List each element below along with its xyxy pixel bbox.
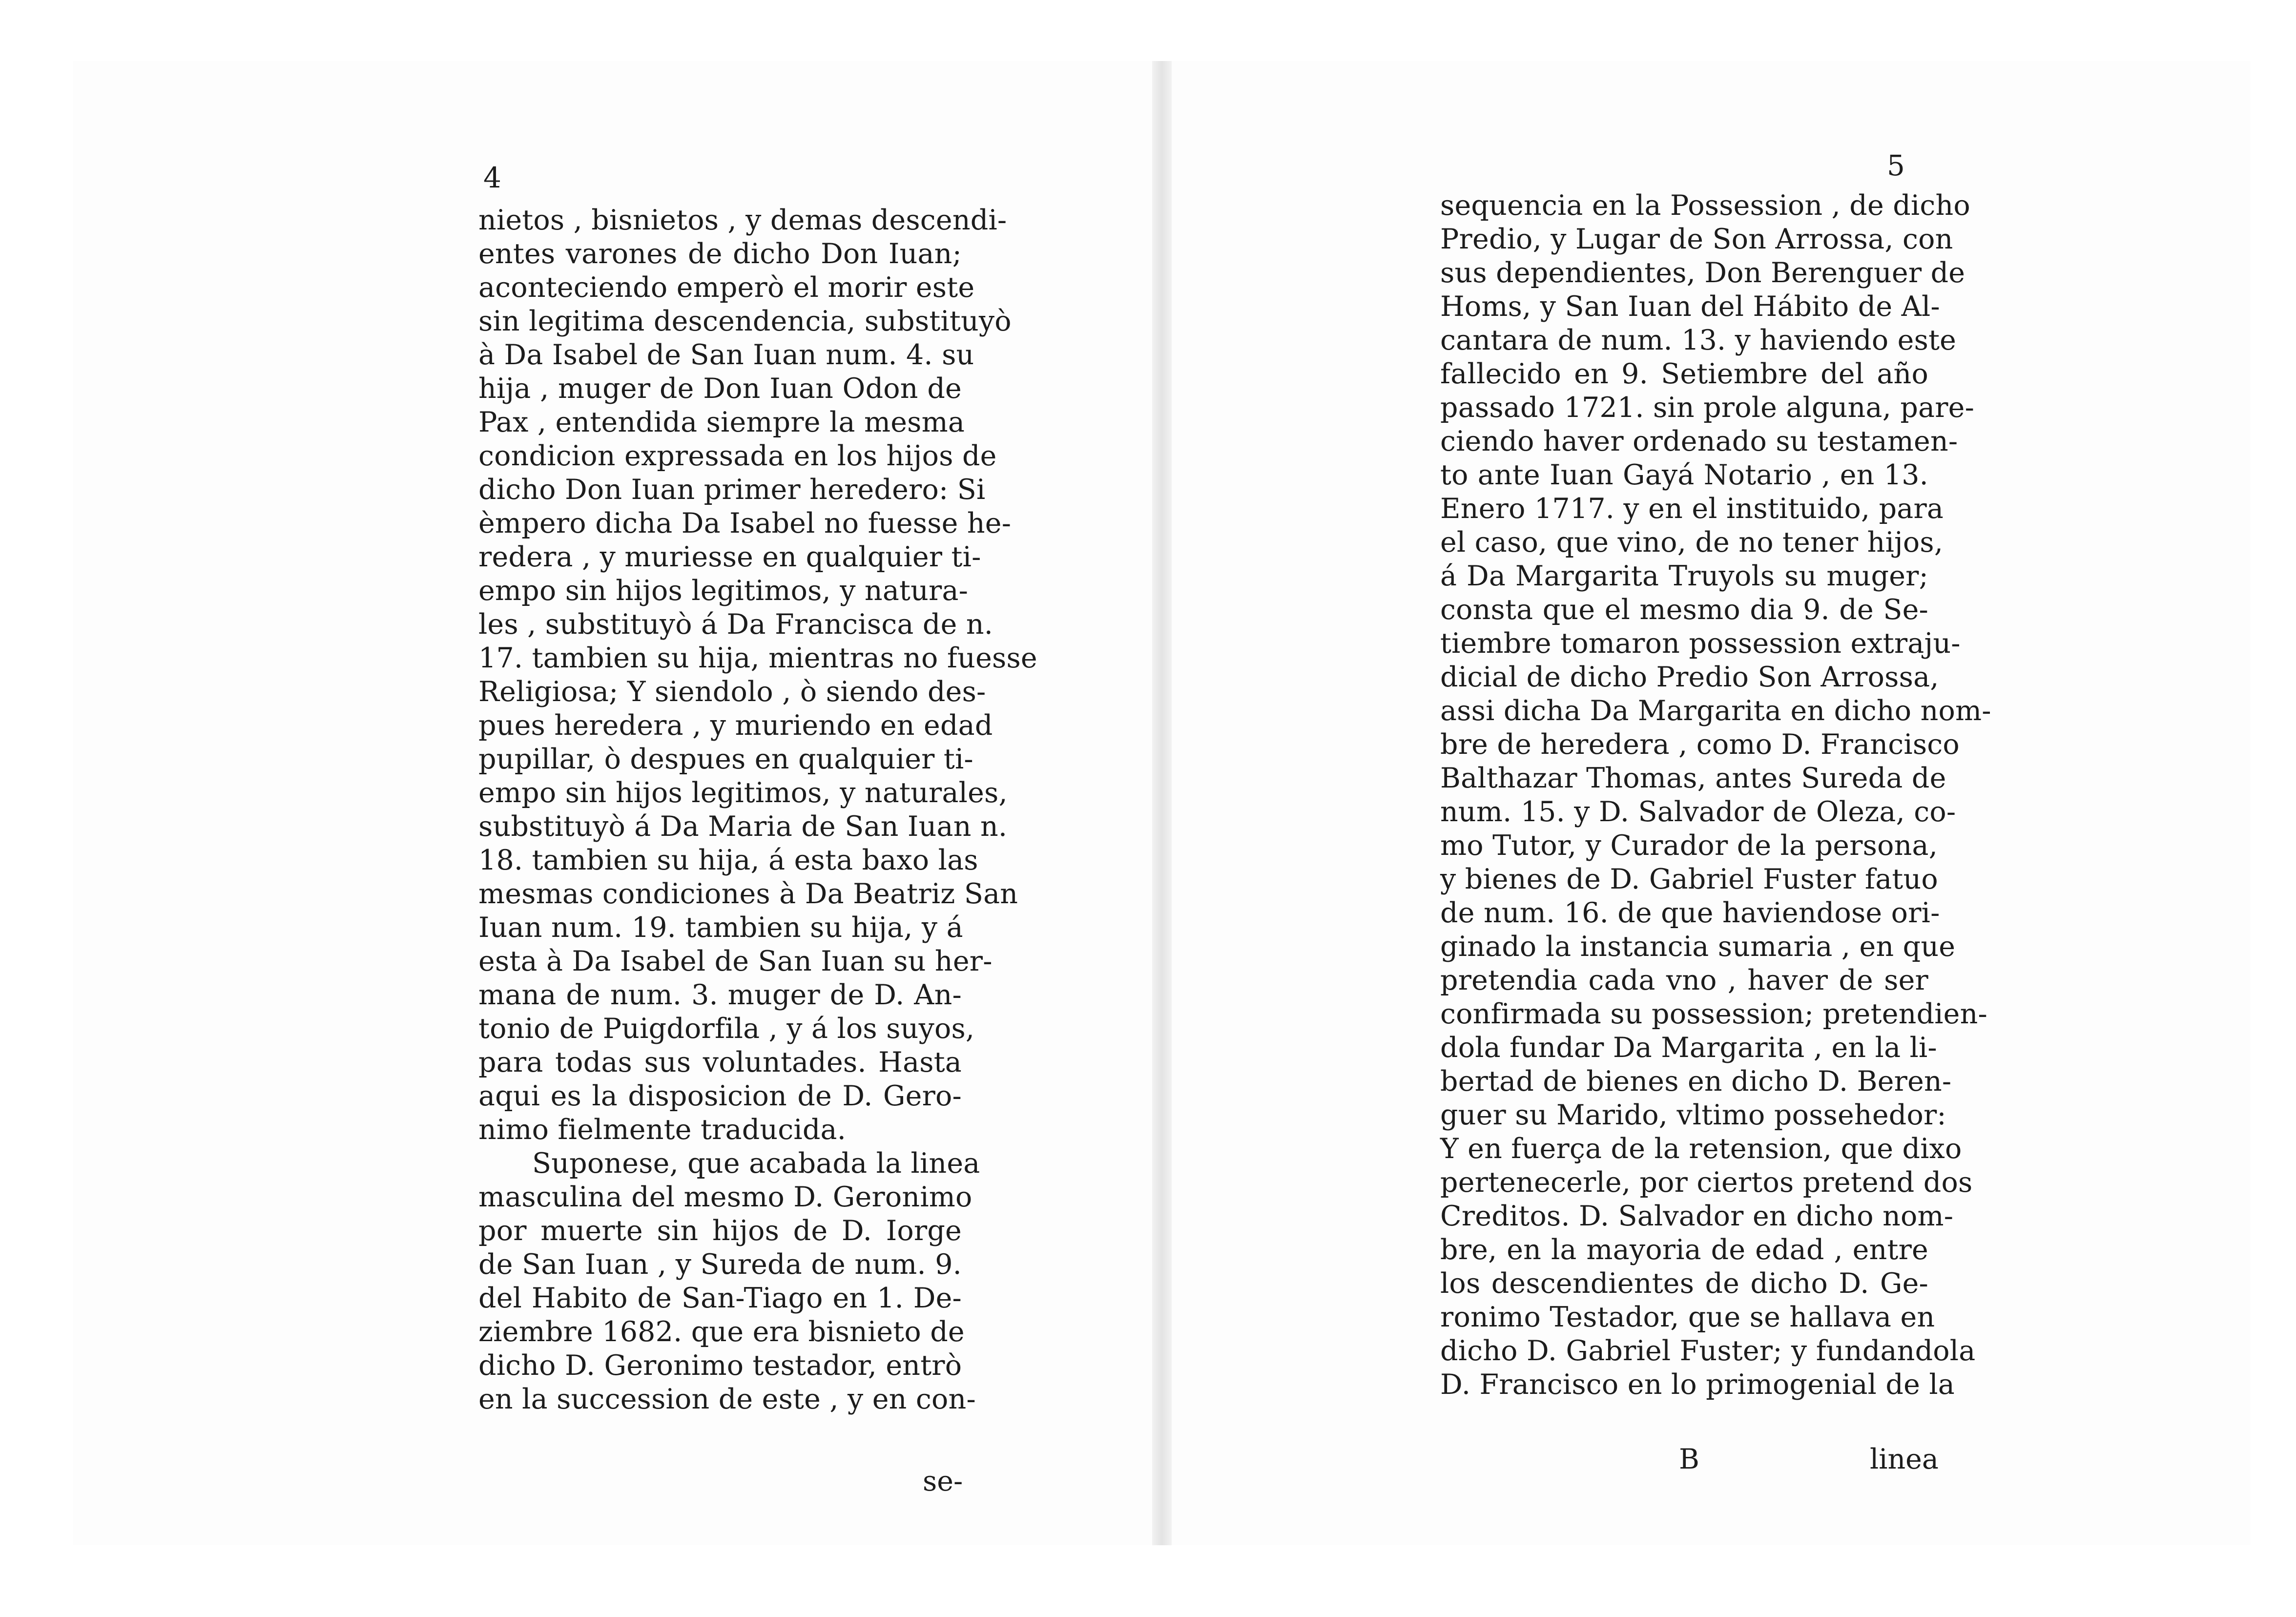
text-line: Iuan num. 19. tambien su hija, y á: [478, 912, 963, 944]
text-line: Pax , entendida siempre la mesma: [478, 406, 965, 438]
catchword: linea: [1870, 1443, 1939, 1475]
text-line: les , substituyò á Da Francisca de n.: [478, 608, 993, 641]
text-line: pupillar, ò despues en qualquier ti-: [478, 743, 973, 775]
text-line: del Habito de San-Tiago en 1. De-: [478, 1282, 962, 1314]
text-line: el caso, que vino, de no tener hijos,: [1440, 526, 1944, 559]
text-line: fallecido en 9. Setiembre del año: [1440, 358, 1928, 390]
text-line: to ante Iuan Gayá Notario , en 13.: [1440, 459, 1928, 491]
text-line: redera , y muriesse en qualquier ti-: [478, 541, 981, 573]
page-number: 5: [1887, 149, 1905, 182]
text-line: nimo fielmente traducida.: [478, 1114, 847, 1146]
text-line: bertad de bienes en dicho D. Beren-: [1440, 1065, 1952, 1098]
text-line: pertenecerle, por ciertos pretend dos: [1440, 1166, 1973, 1199]
text-line: hija , muger de Don Iuan Odon de: [478, 373, 962, 405]
text-line: y bienes de D. Gabriel Fuster fatuo: [1440, 863, 1938, 895]
text-line: los descendientes de dicho D. Ge-: [1440, 1267, 1928, 1300]
text-line: dicho D. Geronimo testador, entrò: [478, 1349, 962, 1382]
text-line: Y en fuerça de la retension, que dixo: [1440, 1133, 1962, 1165]
text-line: ciendo haver ordenado su testamen-: [1440, 425, 1958, 457]
text-column: [478, 204, 1037, 1416]
text-line: Suponese, que acabada la linea: [532, 1147, 980, 1180]
text-line: dicho Don Iuan primer heredero: Si: [478, 474, 986, 506]
text-line: cantara de num. 13. y haviendo este: [1440, 324, 1957, 356]
text-line: nietos , bisnietos , y demas descendi-: [478, 204, 1007, 236]
text-line: de San Iuan , y Sureda de num. 9.: [478, 1248, 962, 1281]
text-line: aqui es la disposicion de D. Gero-: [478, 1080, 962, 1112]
text-line: bre de heredera , como D. Francisco: [1440, 728, 1960, 761]
text-line: passado 1721. sin prole alguna, pare-: [1440, 392, 1975, 424]
text-line: à Da Isabel de San Iuan num. 4. su: [478, 339, 974, 371]
text-line: dicial de dicho Predio Son Arrossa,: [1440, 661, 1939, 693]
text-line: masculina del mesmo D. Geronimo: [478, 1181, 972, 1213]
text-line: consta que el mesmo dia 9. de Se-: [1440, 594, 1928, 626]
text-line: assi dicha Da Margarita en dicho nom-: [1440, 695, 1991, 727]
text-line: mesmas condiciones à Da Beatriz San: [478, 878, 1018, 910]
book-spread: [73, 61, 2251, 1545]
right-page: [1172, 61, 2251, 1545]
text-line: tiembre tomaron possession extraju-: [1440, 627, 1961, 660]
text-line: sin legitima descendencia, substituyò: [478, 305, 1012, 337]
text-line: 18. tambien su hija, á esta baxo las: [478, 844, 978, 876]
text-line: pues heredera , y muriendo en edad: [478, 709, 993, 742]
text-line: empo sin hijos legitimos, y natura-: [478, 575, 969, 607]
text-line: de num. 16. de que haviendose ori-: [1440, 897, 1940, 929]
left-page: [73, 61, 1152, 1545]
text-line: Creditos. D. Salvador en dicho nom-: [1440, 1200, 1954, 1232]
text-line: tonio de Puigdorfila , y á los suyos,: [478, 1013, 975, 1045]
text-line: bre, en la mayoria de edad , entre: [1440, 1234, 1928, 1266]
text-line: para todas sus voluntades. Hasta: [478, 1046, 962, 1078]
text-line: mo Tutor, y Curador de la persona,: [1440, 829, 1938, 862]
text-line: Homs, y San Iuan del Hábito de Al-: [1440, 290, 1940, 323]
text-line: sus dependientes, Don Berenguer de: [1440, 257, 1965, 289]
text-line: 17. tambien su hija, mientras no fuesse: [478, 642, 1037, 674]
page-number: 4: [483, 161, 501, 194]
text-line: á Da Margarita Truyols su muger;: [1440, 560, 1928, 592]
text-column: [1440, 189, 1991, 1402]
text-line: empo sin hijos legitimos, y naturales,: [478, 777, 1008, 809]
text-line: Religiosa; Y siendolo , ò siendo des-: [478, 676, 986, 708]
text-line: en la succession de este , y en con-: [478, 1383, 976, 1415]
text-line: ginado la instancia sumaria , en que: [1440, 931, 1956, 963]
text-line: confirmada su possession; pretendien-: [1440, 998, 1987, 1030]
text-line: entes varones de dicho Don Iuan;: [478, 238, 962, 270]
text-line: por muerte sin hijos de D. Iorge: [478, 1215, 962, 1247]
text-line: èmpero dicha Da Isabel no fuesse he-: [478, 507, 1012, 539]
book-gutter: [1152, 61, 1172, 1545]
text-line: substituyò á Da Maria de San Iuan n.: [478, 810, 1008, 843]
text-line: ronimo Testador, que se hallava en: [1440, 1301, 1935, 1333]
signature-mark: B: [1679, 1443, 1699, 1475]
text-line: Predio, y Lugar de Son Arrossa, con: [1440, 223, 1953, 255]
text-line: sequencia en la Possession , de dicho: [1440, 189, 1970, 222]
text-line: condicion expressada en los hijos de: [478, 440, 997, 472]
text-line: ziembre 1682. que era bisnieto de: [478, 1316, 965, 1348]
text-line: mana de num. 3. muger de D. An-: [478, 979, 962, 1011]
catchword: se-: [923, 1465, 963, 1497]
text-line: Balthazar Thomas, antes Sureda de: [1440, 762, 1946, 794]
text-line: D. Francisco en lo primogenial de la: [1440, 1368, 1955, 1401]
text-line: pretendia cada vno , haver de ser: [1440, 964, 1928, 996]
text-line: dicho D. Gabriel Fuster; y fundandola: [1440, 1335, 1976, 1367]
text-line: aconteciendo emperò el morir este: [478, 271, 975, 304]
text-line: num. 15. y D. Salvador de Oleza, co-: [1440, 796, 1956, 828]
text-line: guer su Marido, vltimo possehedor:: [1440, 1099, 1946, 1131]
text-line: dola fundar Da Margarita , en la li-: [1440, 1032, 1937, 1064]
text-line: Enero 1717. y en el instituido, para: [1440, 493, 1944, 525]
text-line: esta à Da Isabel de San Iuan su her-: [478, 945, 993, 977]
